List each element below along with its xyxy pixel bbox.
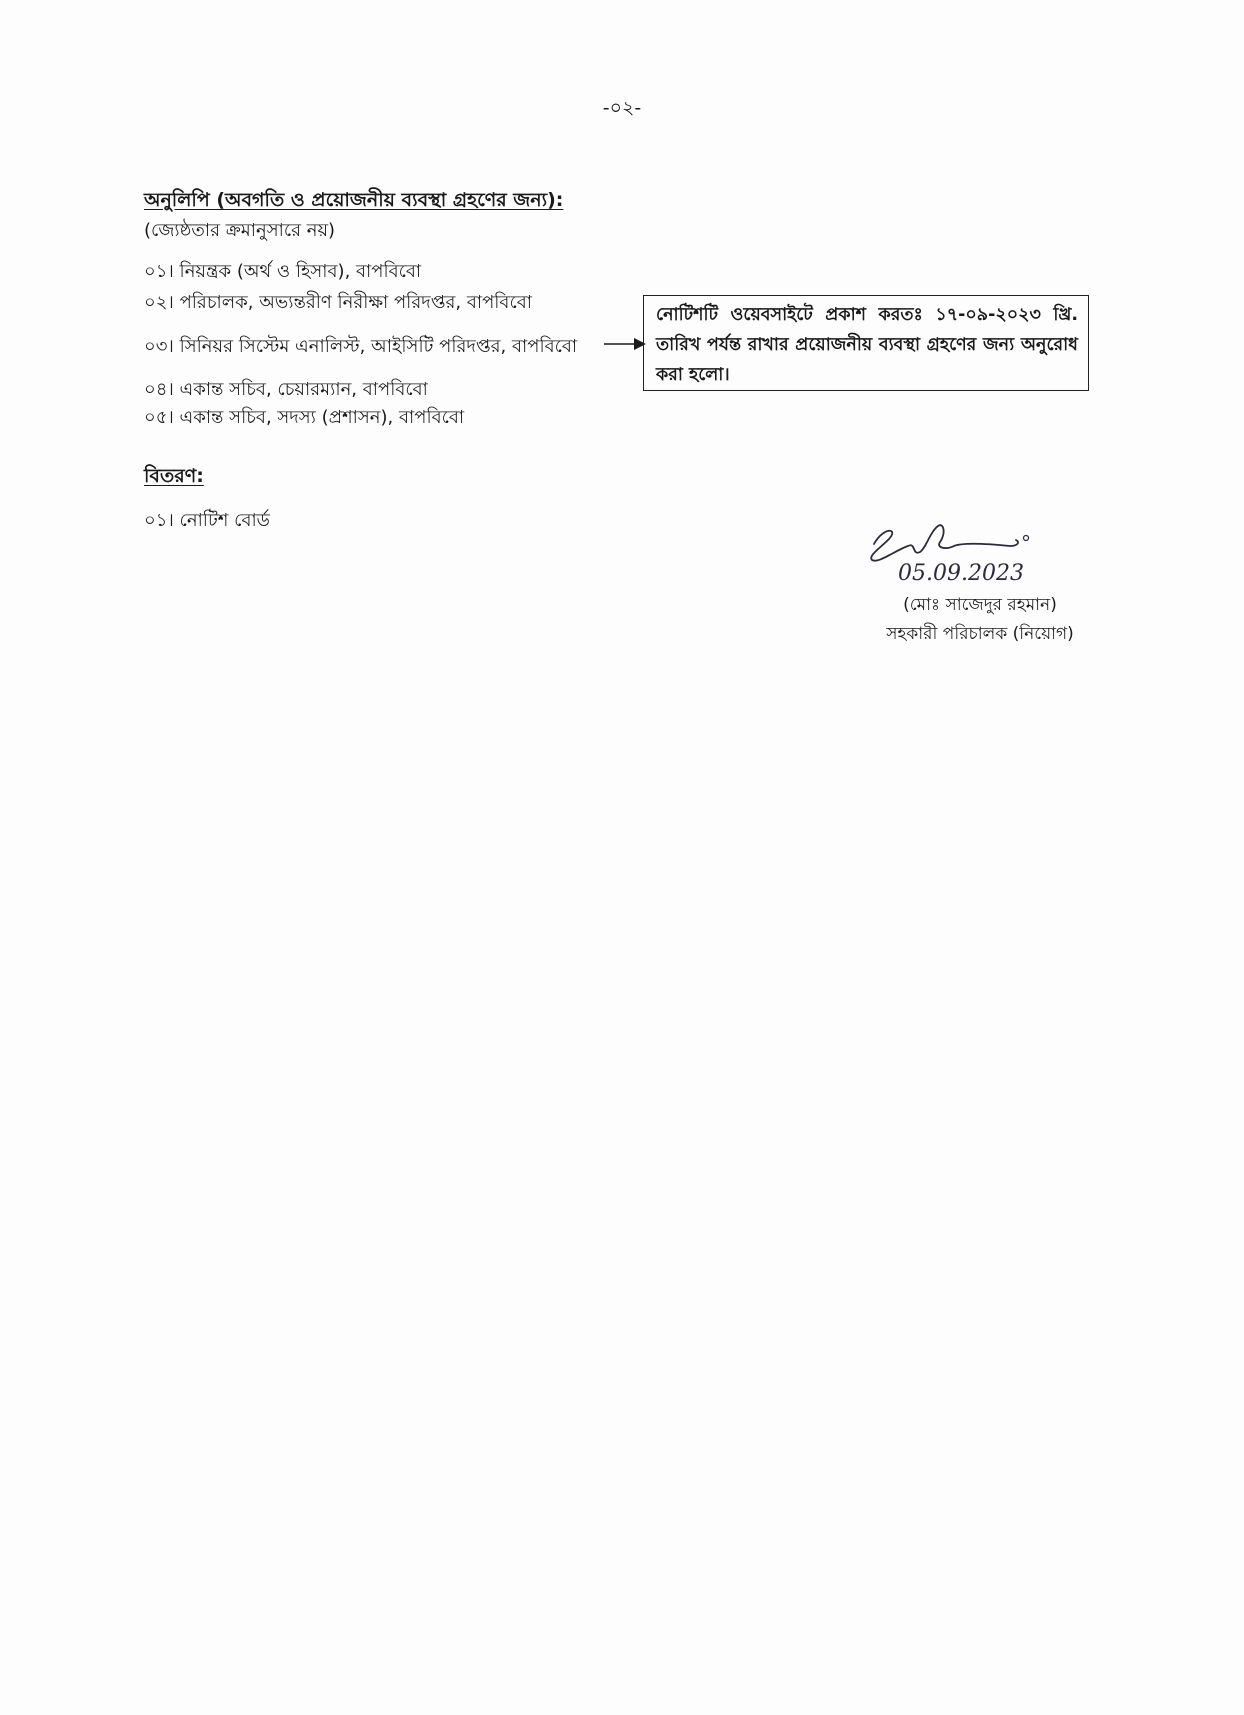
copy-section-note: (জ্যেষ্ঠতার ক্রমানুসারে নয়) [144, 220, 336, 241]
handwritten-signature [860, 516, 1080, 586]
copy-list-item: ০৪। একান্ত সচিব, চেয়ারম্যান, বাপবিবো [144, 379, 428, 400]
copy-list-item: ০৫। একান্ত সচিব, সদস্য (প্রশাসন), বাপবিবো [144, 407, 465, 428]
signature-date: 05.09.2023 [898, 561, 1024, 586]
copy-list-item: ০৩। সিনিয়র সিস্টেম এনালিস্ট, আইসিটি পরিদপ্তর, বাপবিবো [144, 336, 578, 357]
signatory-name: (মোঃ সাজেদুর রহমান) [903, 595, 1057, 615]
distribution-list-item: ০১। নোটিশ বোর্ড [144, 510, 270, 531]
copy-list-item: ০২। পরিচালক, অভ্যন্তরীণ নিরীক্ষা পরিদপ্তর, বাপবিবো [144, 292, 532, 313]
signatory-designation: সহকারী পরিচালক (নিয়োগ) [886, 624, 1074, 644]
arrow-right-icon [604, 336, 646, 352]
copy-section-heading: অনুলিপি (অবগতি ও প্রয়োজনীয় ব্যবস্থা গ্রহণের জন্য): [144, 189, 564, 211]
copy-list-item: ০১। নিয়ন্ত্রক (অর্থ ও হিসাব), বাপবিবো [144, 261, 422, 282]
page-number: -০২- [602, 97, 642, 119]
website-notice-box: নোটিশটি ওয়েবসাইটে প্রকাশ করতঃ ১৭-০৯-২০২৩ খ্রি. তারিখ পর্যন্ত রাখার প্রয়োজনীয় ব্যবস্থা গ্রহণের জন্য অনুরোধ করা হলো। [643, 295, 1089, 391]
distribution-section-heading: বিতরণ: [144, 465, 204, 487]
